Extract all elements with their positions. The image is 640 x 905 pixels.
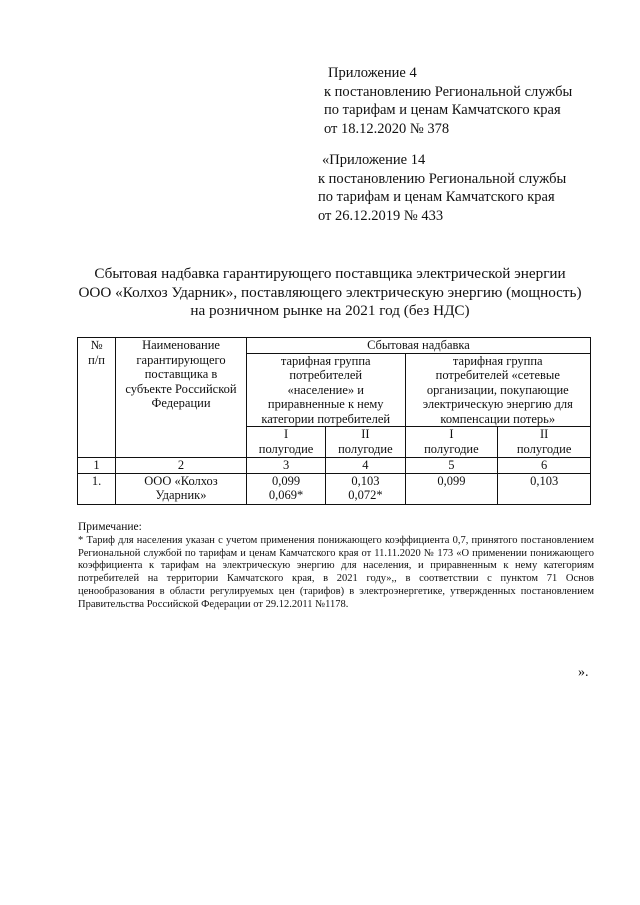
index-cell: 5 xyxy=(405,458,498,474)
note-text: * Тариф для населения указан с учетом применения понижающего коэффициента 0,7, принятого постановлением Региональной службой по тарифам и ценам Камчатского края от 11.11.2020 № 173 «О применении понижающего коэффициента к тарифам на электрическую энергию для населения, и приравненным к нему категориям потребителей на территории Камчатского края, в 2021 году»,, в соответствии с пунктом 71 Основ ценообразования в области регулируемых цен (тарифов) в электроэнергетике, утвержденных постановлением Правительства Российской Федерации от 29.12.2011 №1178. xyxy=(78,534,594,610)
col-name-header: Наименование гарантирующего поставщика в субъекте Российской Федерации xyxy=(116,338,247,458)
index-cell: 3 xyxy=(246,458,325,474)
row-name-cell: ООО «Колхоз Ударник» xyxy=(116,473,247,504)
row-num-cell: 1. xyxy=(78,473,116,504)
index-cell: 1 xyxy=(78,458,116,474)
row-grid-h2-cell: 0,103 xyxy=(498,473,591,504)
document-title xyxy=(60,265,600,321)
row-pop-h1-cell: 0,099 0,069* xyxy=(246,473,325,504)
table-index-row xyxy=(78,458,591,474)
markup-table xyxy=(77,337,591,505)
col-num-header: № п/п xyxy=(78,338,116,458)
appendix-current-line: по тарифам и ценам Камчатского края xyxy=(324,102,561,118)
appendix-current-line: Приложение 4 xyxy=(328,65,417,81)
title-line: Сбытовая надбавка гарантирующего поставщика электрической энергии xyxy=(94,265,566,282)
appendix-previous xyxy=(318,151,567,225)
title-line: ООО «Колхоз Ударник», поставляющего электрическую энергию (мощность) xyxy=(78,283,582,301)
group-grid-header: тарифная группа потребителей «сетевые организации, покупающие электрическую энергию для компенсации потерь» xyxy=(405,353,590,427)
index-cell: 6 xyxy=(498,458,591,474)
appendix-previous-line: к постановлению Региональной службы xyxy=(318,170,567,187)
note xyxy=(78,521,594,612)
halfyear-1-header: I полугодие xyxy=(405,427,498,458)
appendix-previous-line: «Приложение 14 xyxy=(322,152,426,168)
group-population-header: тарифная группа потребителей «население» и приравненные к нему категории потребителей xyxy=(246,353,405,427)
row-pop-h2-cell: 0,103 0,072* xyxy=(326,473,405,504)
appendix-current-line: к постановлению Региональной службы xyxy=(324,83,573,100)
halfyear-1-header: I полугодие xyxy=(246,427,325,458)
appendix-current xyxy=(324,64,573,138)
halfyear-2-header: II полугодие xyxy=(326,427,405,458)
closing-quote: ». xyxy=(578,665,589,680)
note-title: Примечание: xyxy=(78,521,142,533)
appendix-previous-line: от 26.12.2019 № 433 xyxy=(318,207,444,224)
title-line: на розничном рынке на 2021 год (без НДС) xyxy=(190,302,470,319)
table-row xyxy=(78,473,591,504)
index-cell: 2 xyxy=(116,458,247,474)
appendix-current-line: от 18.12.2020 № 378 xyxy=(324,120,450,137)
row-grid-h1-cell: 0,099 xyxy=(405,473,498,504)
appendix-previous-line: по тарифам и ценам Камчатского края xyxy=(318,189,555,205)
index-cell: 4 xyxy=(326,458,405,474)
halfyear-2-header: II полугодие xyxy=(498,427,591,458)
table-header-row xyxy=(78,338,591,354)
col-markup-header: Сбытовая надбавка xyxy=(246,338,590,354)
